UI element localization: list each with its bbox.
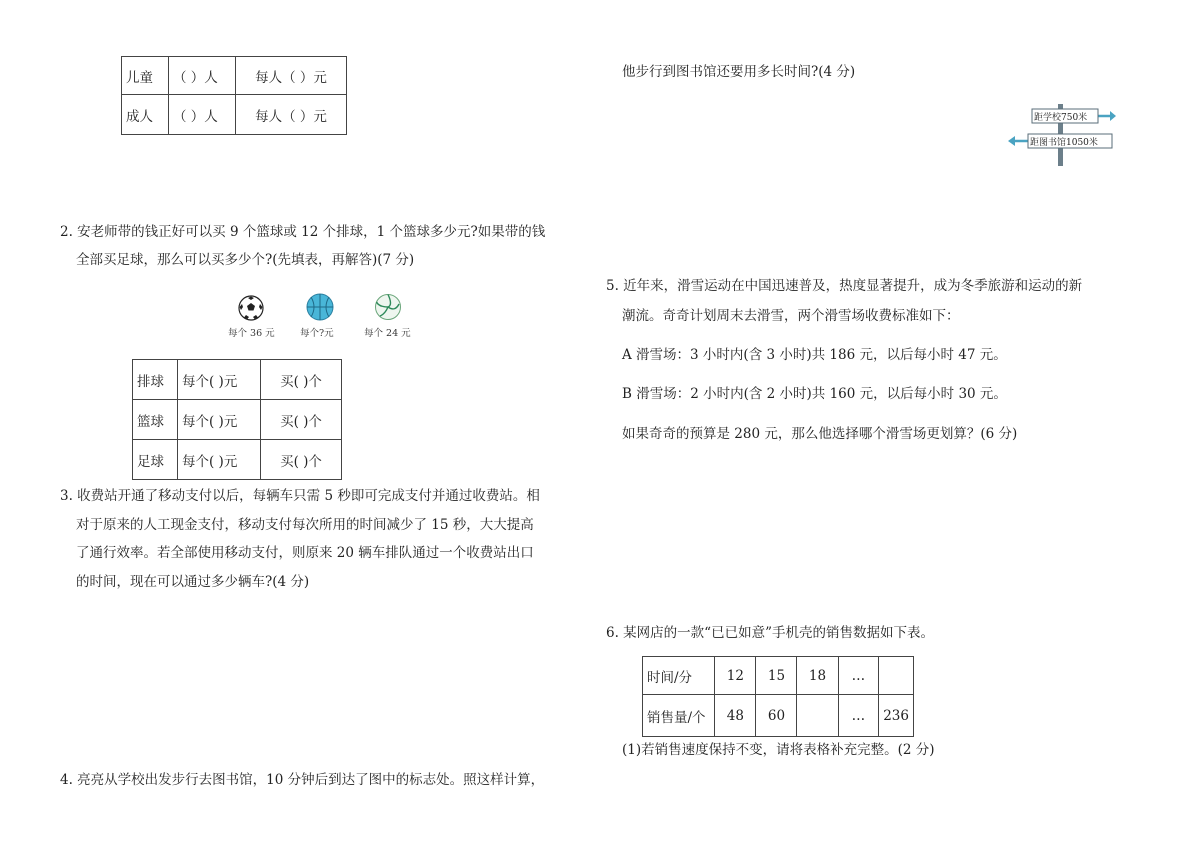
- q2-row-price: 每个( )元: [178, 440, 261, 480]
- q1-row-label: 儿童: [122, 57, 169, 95]
- q6-cell: 60: [756, 695, 797, 737]
- sign-library-distance: 距图书馆1050米: [1030, 138, 1098, 148]
- q5-text-line: 潮流。奇奇计划周末去滑雪，两个滑雪场收费标准如下：: [622, 308, 960, 324]
- q2-row-qty: 买( )个: [261, 400, 342, 440]
- q4-text-line: 4. 亮亮从学校出发步行去图书馆，10 分钟后到达了图中的标志处。照这样计算，: [60, 772, 545, 788]
- q6-cell: [797, 695, 838, 737]
- q6-cell: 48: [715, 695, 756, 737]
- q2-row-label: 篮球: [133, 400, 178, 440]
- q6-cell: 时间/分: [643, 657, 715, 695]
- q2-table: [132, 359, 342, 480]
- q5-text-line: A 滑雪场：3 小时内(含 3 小时)共 186 元，以后每小时 47 元。: [622, 347, 1007, 363]
- basketball-icon: [306, 293, 334, 321]
- q2-row-price: 每个( )元: [178, 360, 261, 400]
- q3-text-line: 的时间，现在可以通过多少辆车?(4 分): [76, 574, 310, 590]
- volleyball-icon: [374, 293, 402, 321]
- q2-text-line: 2. 安老师带的钱正好可以买 9 个篮球或 12 个排球，1 个篮球多少元?如果带的钱: [60, 224, 546, 240]
- q2-text-line: 全部买足球，那么可以买多少个?(先填表，再解答)(7 分): [76, 252, 415, 268]
- q3-text-line: 了通行效率。若全部使用移动支付，则原来 20 辆车排队通过一个收费站出口: [76, 545, 534, 561]
- q6-subquestion-1: (1)若销售速度保持不变，请将表格补充完整。(2 分): [622, 742, 935, 758]
- q3-text-line: 3. 收费站开通了移动支付以后，每辆车只需 5 秒即可完成支付并通过收费站。相: [60, 488, 540, 504]
- soccer-ball-icon: [238, 295, 264, 321]
- q6-cell: 销售量/个: [643, 695, 715, 737]
- q1-row-count: （ ）人: [169, 57, 236, 95]
- basketball-price-caption: 每个?元: [300, 328, 334, 339]
- q2-row-price: 每个( )元: [178, 400, 261, 440]
- q6-cell: 12: [715, 657, 756, 695]
- q5-text-line: 5. 近年来，滑雪运动在中国迅速普及，热度显著提升，成为冬季旅游和运动的新: [606, 278, 1083, 294]
- q4-text-line: 他步行到图书馆还要用多长时间?(4 分): [622, 64, 856, 80]
- q5-text-line: B 滑雪场：2 小时内(含 2 小时)共 160 元，以后每小时 30 元。: [622, 386, 1007, 402]
- q6-cell: 236: [879, 695, 914, 737]
- q2-row-qty: 买( )个: [261, 360, 342, 400]
- soccer-price-caption: 每个 36 元: [228, 328, 275, 339]
- q2-row-qty: 买( )个: [261, 440, 342, 480]
- sign-school-distance: 距学校750米: [1034, 113, 1088, 123]
- q6-sales-table: [642, 656, 914, 737]
- volleyball-price-caption: 每个 24 元: [364, 328, 411, 339]
- q1-row-label: 成人: [122, 95, 169, 135]
- q2-row-label: 排球: [133, 360, 178, 400]
- q2-row-label: 足球: [133, 440, 178, 480]
- q6-cell: 15: [756, 657, 797, 695]
- q1-row-count: （ ）人: [169, 95, 236, 135]
- q6-cell: [879, 657, 914, 695]
- q1-table: [121, 56, 347, 135]
- q1-row-price: 每人（ ）元: [236, 95, 347, 135]
- q6-cell: 18: [797, 657, 838, 695]
- q6-cell: …: [838, 695, 879, 737]
- q3-text-line: 对于原来的人工现金支付，移动支付每次所用的时间减少了 15 秒，大大提高: [76, 517, 534, 533]
- q1-row-price: 每人（ ）元: [236, 57, 347, 95]
- q5-text-line: 如果奇奇的预算是 280 元，那么他选择哪个滑雪场更划算？(6 分): [622, 426, 1018, 442]
- q6-cell: …: [838, 657, 879, 695]
- q6-title: 6. 某网店的一款“已已如意”手机壳的销售数据如下表。: [606, 625, 934, 641]
